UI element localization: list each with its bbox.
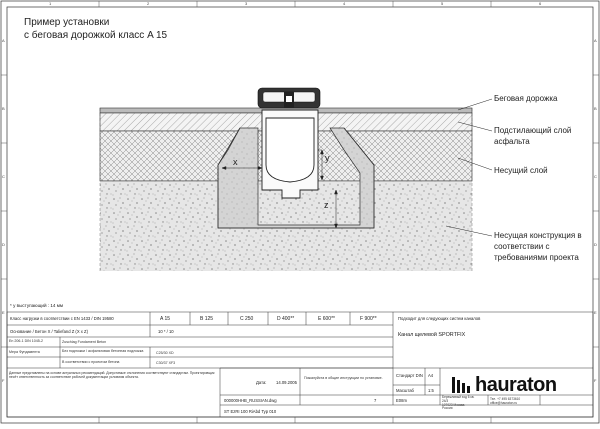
footnote: * y выступающий : 14 мм [10, 303, 64, 308]
standard-label: Стандарт DIN [396, 373, 423, 378]
email[interactable]: office@hauraton.ru [490, 401, 518, 405]
class-d400: D 400** [277, 316, 295, 322]
ruler-row-a-right: A [594, 38, 597, 43]
label-bearing-layer: Несущий слой [494, 166, 548, 175]
ruler-row-a: A [2, 38, 5, 43]
ruler-row-d-right: D [594, 242, 597, 247]
ruler-col-1: 1 [49, 1, 52, 6]
label-structure-line1: Несущая конструкция в [494, 231, 582, 240]
logo-text: hauraton [475, 374, 557, 396]
channel-body [258, 88, 320, 198]
dimension-x: x [233, 157, 238, 167]
class-c250: C 250 [240, 316, 254, 322]
ruler-col-6: 6 [539, 1, 542, 6]
load-class-label: Класс нагрузки в соответствии с EN 1433 / DIN 19580 [10, 316, 114, 321]
class-b125: B 125 [200, 316, 214, 322]
ruler-row-e-right: E [594, 310, 597, 315]
sheet-number: 7 [374, 398, 377, 403]
drawing-title [24, 16, 167, 42]
ruler-col-3: 3 [245, 1, 248, 6]
class-e600: E 600** [318, 316, 335, 322]
product-name: Канал щелевой SPORTFIX [398, 332, 466, 338]
concrete-value: 10 * / 10 [158, 329, 174, 334]
instructions: Пожалуйста в общие инструкции по установке. [304, 376, 383, 380]
class-f900: F 900** [360, 316, 377, 322]
row5-text: В соответствии с проектом бетона [62, 360, 120, 364]
drawing-code: ST EzRI 100 RiAbd Typ 010 [224, 409, 277, 414]
ruler-row-b: B [2, 106, 5, 111]
ruler-col-4: 4 [343, 1, 346, 6]
row3-standard: En 206-1 DIN 1045-2 [9, 339, 43, 343]
row4-text: Без подложки / асфальтовая бетонная подложка [62, 349, 144, 353]
row3-text: Zuschlag Fundament Beton [62, 340, 107, 344]
label-running-track: Беговая дорожка [494, 94, 558, 103]
scale-value: 1:5 [428, 388, 434, 393]
dimension-y: y [325, 153, 330, 163]
ruler-row-c: C [2, 174, 5, 179]
ruler-row-b-right: B [594, 106, 597, 111]
suitable-label: Подходит для следующих систем каналов [398, 316, 481, 321]
edition: E08m [396, 398, 407, 403]
label-asphalt-line1: Подстилающий слой [494, 126, 572, 135]
standard-value: A4 [428, 373, 434, 378]
file-name: 000000HHB_RUSSIAN.dwg [224, 398, 277, 403]
ruler-col-2: 2 [147, 1, 150, 6]
address-line-1: Бережливый ход 6 кв. [442, 395, 475, 399]
ruler-row-e: E [2, 310, 5, 315]
drawing-title-line1: Пример установки [24, 17, 110, 28]
address [442, 396, 486, 411]
legal-note: Данные представлены на основе актуальных рекомендаций. Допустимые отклонения соответствуют стандартам. Проектировщик несёт ответственность за соответствие рабочей документации условиям объекта. [9, 371, 215, 380]
row5-value: C30/37 XF3 [156, 361, 176, 365]
logo-icon [452, 377, 472, 393]
row4-label: Мера Фундамента [9, 350, 40, 354]
address-line-2: 24/3 [442, 398, 449, 403]
phone: Тел. +7 495 6373610 [490, 397, 521, 401]
label-structure-line2: соответствии с [494, 242, 550, 251]
class-a15: A 15 [160, 316, 171, 322]
date-label: Дата: [256, 380, 267, 385]
label-asphalt-line2: асфальта [494, 137, 530, 146]
ruler-row-c-right: C [594, 174, 597, 179]
address-line-3: 107023 Москва [442, 402, 465, 407]
ruler-row-f-right: F [594, 378, 597, 383]
ruler-row-d: D [2, 242, 5, 247]
ruler-col-5: 5 [441, 1, 444, 6]
drawing-title-line2: с беговая дорожкой класс A 15 [24, 30, 168, 41]
label-structure-line3: требованиями проекта [494, 253, 579, 262]
date-value: 14.09.2005 [276, 380, 297, 385]
dimension-z: z [324, 200, 329, 210]
hauraton-logo [452, 374, 557, 397]
address-line-4: Россия [442, 406, 453, 411]
scale-label: Масштаб [396, 388, 414, 393]
concrete-label: Основание / Бетон X / Taliefand Z (X x Z) [10, 329, 88, 334]
row4-value: C25/30 XD [156, 351, 174, 355]
ruler-row-f: F [2, 378, 5, 383]
